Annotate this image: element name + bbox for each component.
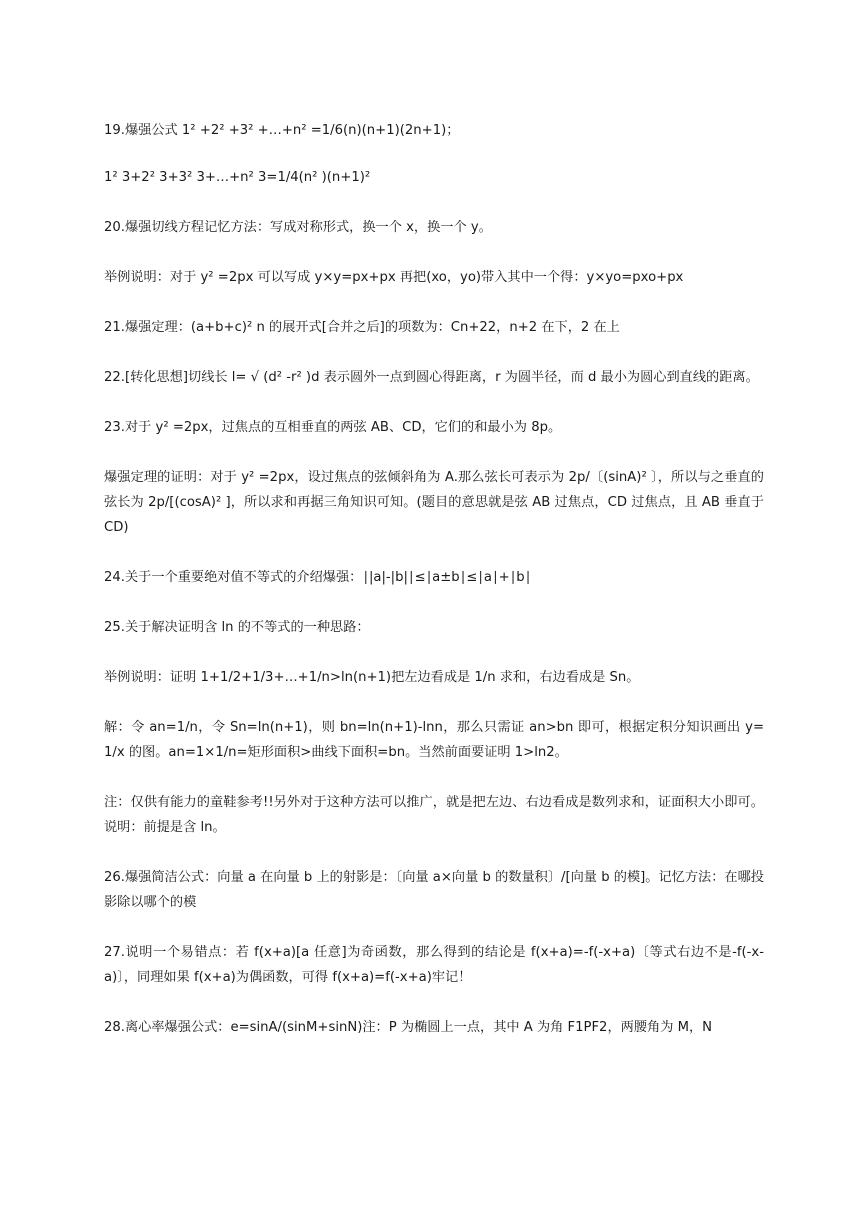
- paragraph-20: 20.爆强切线方程记忆方法：写成对称形式，换一个 x，换一个 y。: [104, 220, 492, 235]
- document-body: [104, 118, 764, 1065]
- paragraph-23: 23.对于 y² =2px，过焦点的互相垂直的两弦 AB、CD，它们的和最小为 8p。: [104, 420, 562, 435]
- paragraph-26: 26.爆强简洁公式：向量 a 在向量 b 上的射影是：〔向量 a×向量 b 的数量积〕/[向量 b 的模]。记忆方法：在哪投影除以哪个的模: [104, 870, 764, 910]
- paragraph-25-note: 注：仅供有能力的童鞋参考!!另外对于这种方法可以推广，就是把左边、右边看成是数列求和，证面积大小即可。说明：前提是含 ln。: [104, 795, 764, 835]
- paragraph-23-proof: 爆强定理的证明：对于 y² =2px，设过焦点的弦倾斜角为 A.那么弦长可表示为 2p/〔(sinA)² 〕，所以与之垂直的弦长为 2p/[(cosA)² ]，所以求和再据三角知识可知。(题目的意思就是弦 AB 过焦点，CD 过焦点，且 AB 垂直于 CD): [104, 470, 764, 535]
- paragraph-22: 22.[转化思想]切线长 l= √ (d² -r² )d 表示圆外一点到圆心得距离，r 为圆半径，而 d 最小为圆心到直线的距离。: [104, 370, 759, 385]
- paragraph-25-example: 举例说明：证明 1+1/2+1/3+…+1/n>ln(n+1)把左边看成是 1/n 求和，右边看成是 Sn。: [104, 670, 640, 685]
- paragraph-24: 24.关于一个重要绝对值不等式的介绍爆强：∣|a|-|b|∣≤∣a±b∣≤∣a∣+∣b∣: [104, 570, 532, 585]
- paragraph-27: 27.说明一个易错点：若 f(x+a)[a 任意]为奇函数，那么得到的结论是 f(x+a)=-f(-x+a)〔等式右边不是-f(-x-a)〕，同理如果 f(x+a)为偶函数，可得 f(x+a)=f(-x+a)牢记！: [104, 945, 764, 985]
- paragraph-20-example: 举例说明：对于 y² =2px 可以写成 y×y=px+px 再把(xo，yo)带入其中一个得：y×yo=pxo+px: [104, 270, 684, 285]
- paragraph-25: 25.关于解决证明含 ln 的不等式的一种思路：: [104, 620, 370, 635]
- paragraph-25-solution: 解：令 an=1/n，令 Sn=ln(n+1)，则 bn=ln(n+1)-lnn，那么只需证 an>bn 即可，根据定积分知识画出 y=1/x 的图。an=1×1/n=矩形面积>曲线下面积=bn。当然前面要证明 1>ln2。: [104, 720, 764, 760]
- paragraph-19: 19.爆强公式 1² +2² +3² +…+n² =1/6(n)(n+1)(2n+1)；: [104, 123, 460, 138]
- paragraph-19-sum-of-cubes: 1² 3+2² 3+3² 3+…+n² 3=1/4(n² )(n+1)²: [104, 170, 371, 185]
- paragraph-21: 21.爆强定理：(a+b+c)² n 的展开式[合并之后]的项数为：Cn+22，n+2 在下，2 在上: [104, 320, 620, 335]
- paragraph-28: 28.离心率爆强公式：e=sinA/(sinM+sinN)注：P 为椭圆上一点，其中 A 为角 F1PF2，两腰角为 M，N: [104, 1020, 713, 1035]
